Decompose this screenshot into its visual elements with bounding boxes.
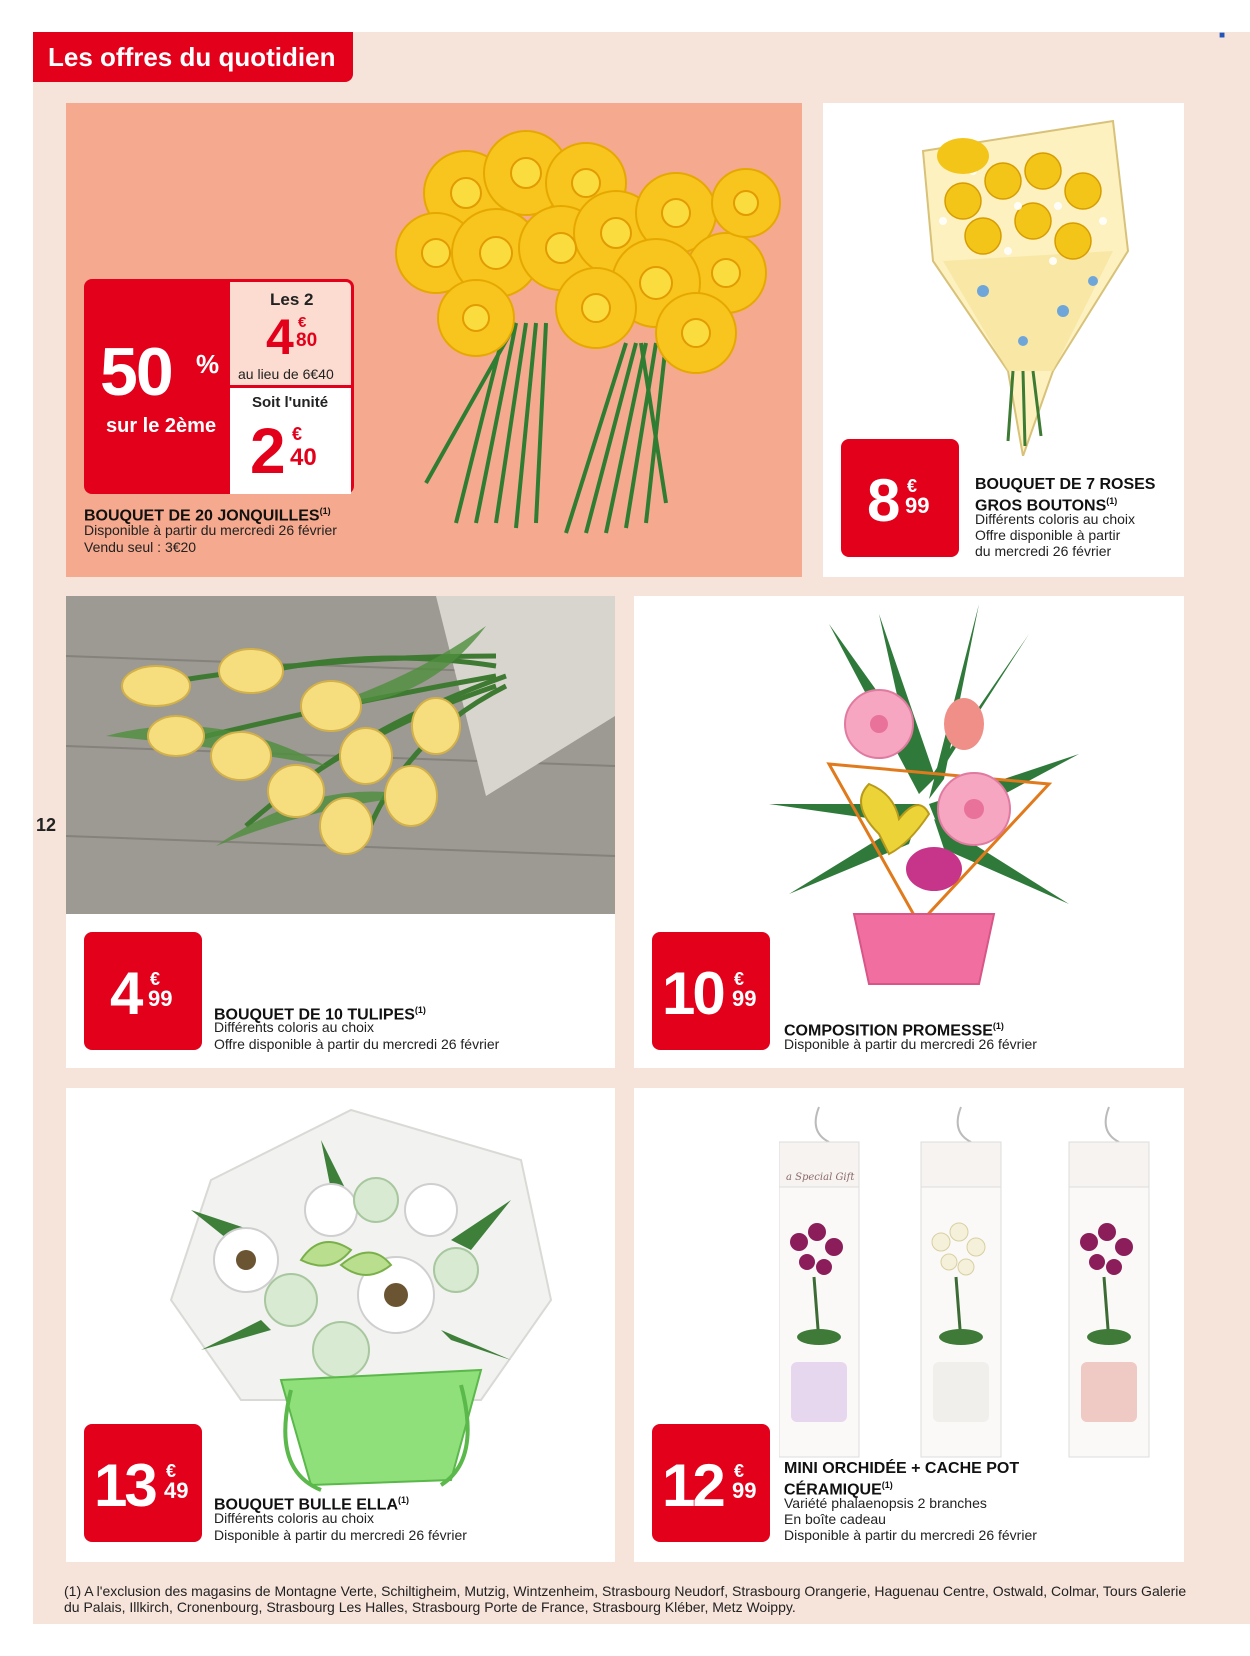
product-card-tulipes[interactable] xyxy=(66,596,615,1068)
product-card-roses[interactable] xyxy=(823,103,1184,577)
sold-alone-text: Vendu seul : 3€20 xyxy=(84,539,197,555)
promo-percent-sign: % xyxy=(196,349,220,379)
product-card-promesse[interactable] xyxy=(634,596,1184,1068)
rose-bouquet-image xyxy=(913,111,1133,456)
unit-price-currency: € xyxy=(292,424,303,444)
price-badge xyxy=(652,932,770,1050)
variety-text: Variété phalaenopsis 2 branches xyxy=(784,1495,987,1511)
price-badge xyxy=(84,1424,202,1542)
colors-text: Différents coloris au choix xyxy=(214,1510,375,1526)
section-title: Les offres du quotidien xyxy=(33,32,353,82)
price-badge xyxy=(841,439,959,557)
price-currency: € xyxy=(166,1461,177,1481)
footnote-marker: (1) xyxy=(414,1005,426,1015)
price-cents: 99 xyxy=(905,493,930,518)
price-main: 4 xyxy=(110,960,141,1027)
product-card-orchidee[interactable] xyxy=(634,1088,1184,1562)
footnote-marker: (1) xyxy=(992,1021,1004,1031)
flower-composition-image xyxy=(769,604,1079,1004)
product-name-line2: GROS BOUTONS xyxy=(975,497,1107,515)
availability-text: Disponible à partir du mercredi 26 février xyxy=(784,1527,1037,1543)
price-main: 8 xyxy=(867,467,898,534)
promo-percent: 50 xyxy=(100,334,172,410)
bubble-bouquet-image xyxy=(151,1100,571,1520)
footnote-marker: (1) xyxy=(881,1480,893,1490)
product-name-text: BOUQUET BULLE ELLA xyxy=(214,1496,398,1514)
product-name-text: BOUQUET DE 10 TULIPES xyxy=(214,1006,415,1024)
price-main: 12 xyxy=(662,1452,723,1519)
price-cents: 99 xyxy=(148,986,173,1011)
unit-label: Soit l'unité xyxy=(252,394,329,411)
colors-text: Différents coloris au choix xyxy=(214,1019,375,1035)
price-currency: € xyxy=(734,969,745,989)
bundle-price-cents: 80 xyxy=(296,330,318,351)
price-main: 13 xyxy=(94,1452,155,1519)
price-cents: 99 xyxy=(732,986,757,1011)
daffodil-bouquet-image xyxy=(366,123,786,543)
gift-box-label: a Special Gift xyxy=(786,1172,855,1183)
orchid-gift-box-image xyxy=(779,1102,1169,1462)
product-card-ella[interactable] xyxy=(66,1088,615,1562)
product-name xyxy=(784,1460,1019,1498)
colors-text: Différents coloris au choix xyxy=(975,511,1136,527)
tulip-bouquet-image xyxy=(66,596,615,914)
price-currency: € xyxy=(150,969,161,989)
product-name-line1: MINI ORCHIDÉE + CACHE POT xyxy=(784,1460,1020,1477)
price-currency: € xyxy=(907,476,918,496)
availability-text: Disponible à partir du mercredi 26 février xyxy=(784,1036,1037,1052)
footnote-marker: (1) xyxy=(1106,496,1118,506)
price-badge xyxy=(652,1424,770,1542)
price-cents: 99 xyxy=(732,1478,757,1503)
offer-text: Offre disponible à partir xyxy=(975,527,1121,543)
price-badge xyxy=(84,932,202,1050)
product-name-text: COMPOSITION PROMESSE xyxy=(784,1022,993,1040)
availability-text: Disponible à partir du mercredi 26 février xyxy=(84,522,337,538)
product-name-text: BOUQUET DE 20 JONQUILLES xyxy=(84,507,320,525)
footnote-marker: (1) xyxy=(398,1495,409,1505)
product-name-line1: BOUQUET DE 7 ROSES xyxy=(975,476,1156,493)
gift-box-text: En boîte cadeau xyxy=(784,1511,886,1527)
product-name-line2: CÉRAMIQUE xyxy=(784,1481,882,1499)
availability-text: Offre disponible à partir du mercredi 26 février xyxy=(214,1036,500,1052)
product-name xyxy=(975,476,1155,514)
footnote-marker: (1) xyxy=(319,506,331,516)
promo-badge xyxy=(84,279,230,494)
corner-mark: ■ xyxy=(1219,30,1226,41)
price-currency: € xyxy=(734,1461,745,1481)
availability-text: Disponible à partir du mercredi 26 février xyxy=(214,1527,467,1543)
unit-price-box xyxy=(230,385,351,494)
price-cents: 49 xyxy=(164,1478,189,1503)
instead-of-price: au lieu de 6€40 xyxy=(238,366,334,382)
product-card-jonquilles[interactable] xyxy=(66,103,802,577)
bundle-price-currency: € xyxy=(298,314,307,331)
bundle-price-main: 4 xyxy=(266,309,294,365)
unit-price-main: 2 xyxy=(250,415,286,487)
footnote: (1) A l'exclusion des magasins de Montagne Verte, Schiltigheim, Mutzig, Wintzenheim, Strasbourg Neudorf, Strasbourg Orangerie, Haguenau Centre, Ostwald, Colmar, Tours Galerie du Palais, Illkirch, Cronenbourg, Strasbourg Les Halles, Strasbourg Porte de France, Strasbourg Kléber, Metz Woippy. xyxy=(64,1583,1187,1615)
availability-text: du mercredi 26 février xyxy=(975,543,1112,559)
price-main: 10 xyxy=(662,960,723,1027)
bundle-price-panel xyxy=(230,279,354,494)
page-number: 12 xyxy=(36,815,57,835)
unit-price-cents: 40 xyxy=(290,444,317,471)
bundle-label: Les 2 xyxy=(270,290,314,309)
promo-label: sur le 2ème xyxy=(106,415,217,437)
